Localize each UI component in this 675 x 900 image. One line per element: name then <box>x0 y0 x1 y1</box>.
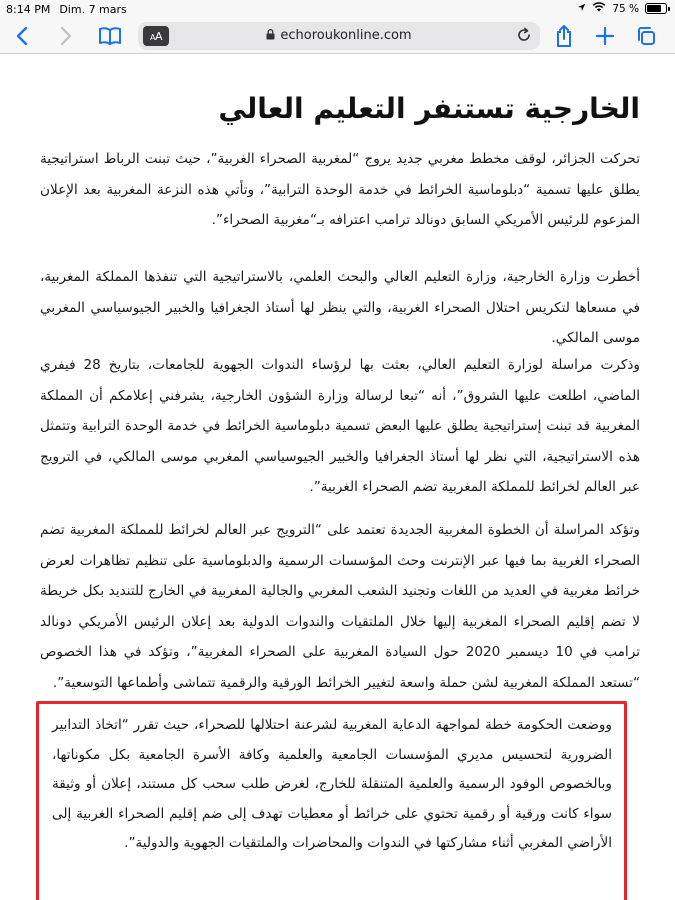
status-time: 8:14 PM <box>6 3 51 16</box>
wifi-icon <box>592 2 606 15</box>
article-paragraph-5-highlighted: ووضعت الحكومة خطة لمواجهة الدعاية المغربية لشرعنة احتلالها للصحراء، حيث تقرر “اتخاذ التدابير الضرورية لتحسيس مديري المؤسسات الجامعية والعلمية وكافة الأسرة الجامعية بكل مكوناتها، وبالخصوص الوفود الرسمية والعلمية المتنقلة للخارج، لغرض طلب سحب كل مستند، إعلان أو وثيقة سواء كانت ورقية أو رقمية تحتوي على خرائط أو معطيات تهدف إلى ضم إقليم الصحراء الغربية إلى الأراضي المغربي أثناء مشاركتها في الندوات والمحاضرات والملتقيات الجهوية والدولية”. <box>52 717 612 851</box>
url-text: echoroukonline.com <box>280 28 412 43</box>
battery-icon <box>645 3 667 14</box>
reload-icon[interactable] <box>516 27 532 47</box>
article-paragraph-3: وذكرت مراسلة لوزارة التعليم العالي، بعثت بها لرؤساء الندوات الجهوية للجامعات، بتاريخ 28 فيفري الماضي، اطلعت عليها الشروق”، أنه “تبعا لرسالة وزارة الشؤون الخارجية، يشرفني إعلامكم أن المملكة المغربية قد تبنت إستراتيجية يطلق عليها البعض تسمية دبلوماسية الخرائط في خدمة الوحدة الترابية وتتمثل هذه الاستراتيجية، التي نظر لها أستاذ الجغرافيا والخبير الجيوسياسي المغربي موسى المالكي، في الترويج عبر العالم لخرائط للمملكة المغربية تضم الصحراء الغربية”. <box>40 357 640 495</box>
address-bar[interactable] <box>138 22 540 50</box>
share-button[interactable] <box>550 22 578 50</box>
article <box>0 54 675 900</box>
back-button[interactable] <box>8 22 36 50</box>
location-icon <box>577 3 586 15</box>
bookmarks-button[interactable] <box>96 22 124 50</box>
article-title: الخارجية تستنفر التعليم العالي <box>218 92 640 125</box>
status-date: Dim. 7 mars <box>59 3 127 16</box>
text-size-button[interactable]: A A <box>143 26 169 46</box>
article-paragraph-2: أخطرت وزارة الخارجية، وزارة التعليم العالي والبحث العلمي، بالاستراتيجية التي تنفذها المملكة المغربية، في مسعاها لتكريس احتلال الصحراء الغربية، والتي ينظر لها أستاذ الجغرافيا والخبير الجيوسياسي المغربي موسى المالكي. <box>40 269 640 346</box>
lock-icon <box>266 29 275 44</box>
browser-toolbar <box>0 18 675 54</box>
status-bar <box>0 0 675 18</box>
battery-percent: 75 % <box>612 2 639 15</box>
forward-button[interactable] <box>52 22 80 50</box>
new-tab-button[interactable] <box>591 22 619 50</box>
article-paragraph-4: وتؤكد المراسلة أن الخطوة المغربية الجديدة تعتمد على “الترويج عبر العالم لخرائط للمملكة المغربية تضم الصحراء الغربية بما فيها عبر الإنترنت وحث المؤسسات الرسمية والدبلوماسية على تنظيم تظاهرات لعرض خرائط مغربية في العديد من اللغات وتجنيد الشعب المغربي والجالية المغربية في الخارج للتنديد بكل خريطة لا تضم إقليم الصحراء المغربية إليها خلال الملتقيات والندوات الدولية بعد إعلان الرئيس الأمريكي دونالد ترامب في 10 ديسمبر 2020 حول السيادة المغربية على الصحراء المغربية”، وتؤكد في هذا الخصوص “تستعد المملكة المغربية لشن حملة واسعة لتغيير الخرائط الورقية والرقمية تتماشى وأطماعها التوسعية”. <box>40 522 640 691</box>
url-field[interactable] <box>138 28 540 44</box>
article-paragraph-1: تحركت الجزائر، لوقف مخطط مغربي جديد يروج “لمغربية الصحراء الغربية”، حيث تبنت الرباط استراتيجية يطلق عليها تسمية “دبلوماسية الخرائط في خدمة الوحدة الترابية”، وتأتي هذه النزعة المغربية بعد الإعلان المزعوم للرئيس الأمريكي السابق دونالد ترامب اعترافه بـ“مغربية الصحراء”. <box>40 151 640 228</box>
tabs-overview-button[interactable] <box>632 22 660 50</box>
